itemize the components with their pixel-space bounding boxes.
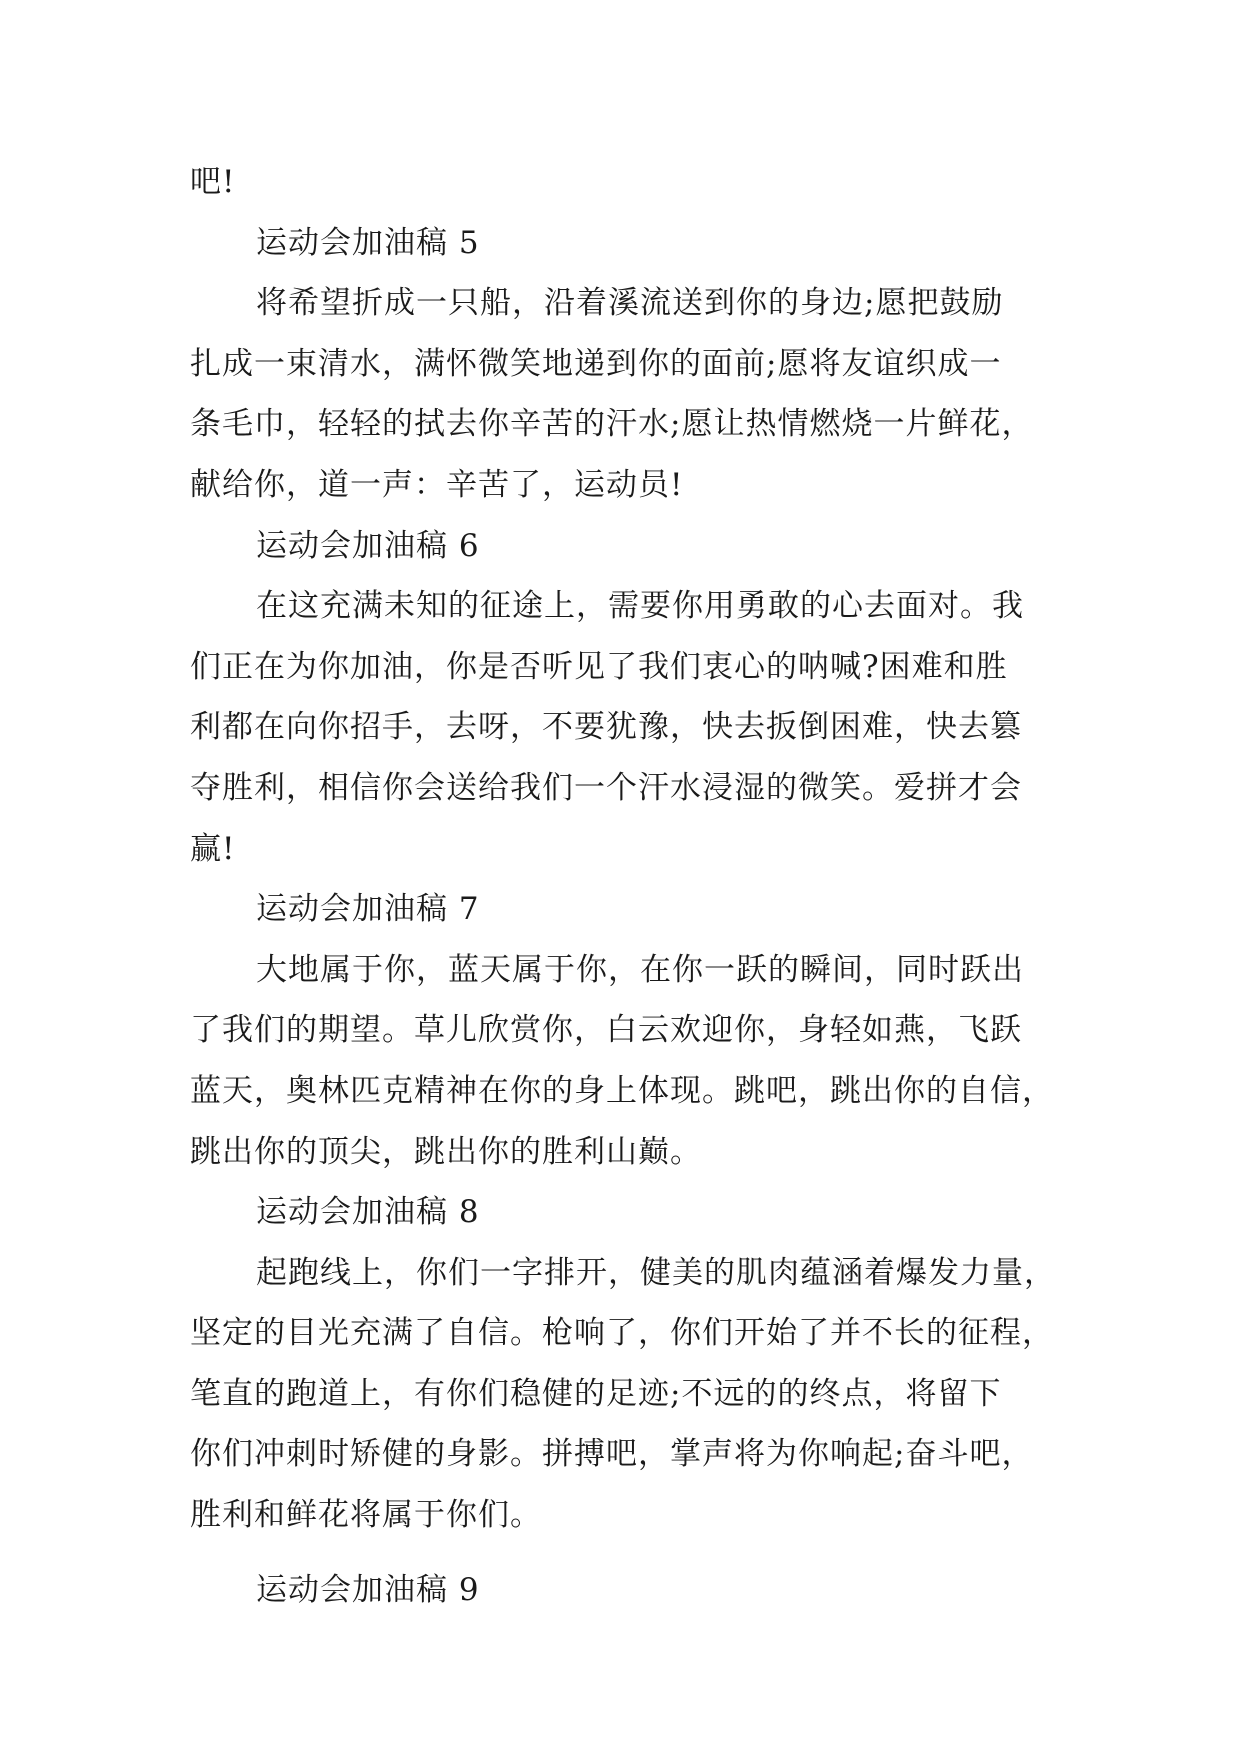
text-line: 跳出你的顶尖，跳出你的胜利山巅。: [190, 1133, 702, 1170]
text-line: 胜利和鲜花将属于你们。: [190, 1497, 542, 1534]
text-line: 在这充满未知的征途上，需要你用勇敢的心去面对。我: [256, 588, 1024, 625]
text-line: 赢!: [190, 830, 236, 867]
text-line: 蓝天，奥林匹克精神在你的身上体现。跳吧，跳出你的自信，: [190, 1072, 1054, 1109]
section-heading: 运动会加油稿 8: [256, 1194, 480, 1231]
text-line: 了我们的期望。草儿欣赏你，白云欢迎你，身轻如燕，飞跃: [190, 1012, 1022, 1049]
text-line: 你们冲刺时矫健的身影。拼搏吧，掌声将为你响起;奋斗吧，: [190, 1436, 1034, 1473]
section-heading: 运动会加油稿 6: [256, 527, 480, 564]
text-line: 夺胜利，相信你会送给我们一个汗水浸湿的微笑。爱拼才会: [190, 769, 1022, 806]
spacer: [190, 1546, 1066, 1560]
text-line: 笔直的跑道上，有你们稳健的足迹;不远的的终点，将留下: [190, 1375, 1002, 1412]
text-line: 们正在为你加油，你是否听见了我们衷心的呐喊?困难和胜: [190, 648, 1008, 685]
text-line: 坚定的目光充满了自信。枪响了，你们开始了并不长的征程，: [190, 1315, 1054, 1352]
text-line: 献给你，道一声：辛苦了，运动员!: [190, 466, 684, 503]
section-heading: 运动会加油稿 7: [256, 891, 480, 928]
section-heading: 运动会加油稿 9: [256, 1571, 480, 1608]
text-line: 条毛巾，轻轻的拭去你辛苦的汗水;愿让热情燃烧一片鲜花，: [190, 406, 1034, 443]
text-line: 大地属于你，蓝天属于你，在你一跃的瞬间，同时跃出: [256, 951, 1024, 988]
text-line: 利都在向你招手，去呀，不要犹豫，快去扳倒困难，快去篡: [190, 709, 1022, 746]
text-line: 吧!: [190, 164, 236, 200]
document-body: [190, 152, 1066, 1620]
section-heading: 运动会加油稿 5: [256, 224, 480, 261]
text-line: 扎成一束清水，满怀微笑地递到你的面前;愿将友谊织成一: [190, 345, 1002, 382]
text-line: 将希望折成一只船，沿着溪流送到你的身边;愿把鼓励: [256, 285, 1004, 322]
text-line: 起跑线上，你们一字排开，健美的肌肉蕴涵着爆发力量，: [256, 1254, 1056, 1291]
